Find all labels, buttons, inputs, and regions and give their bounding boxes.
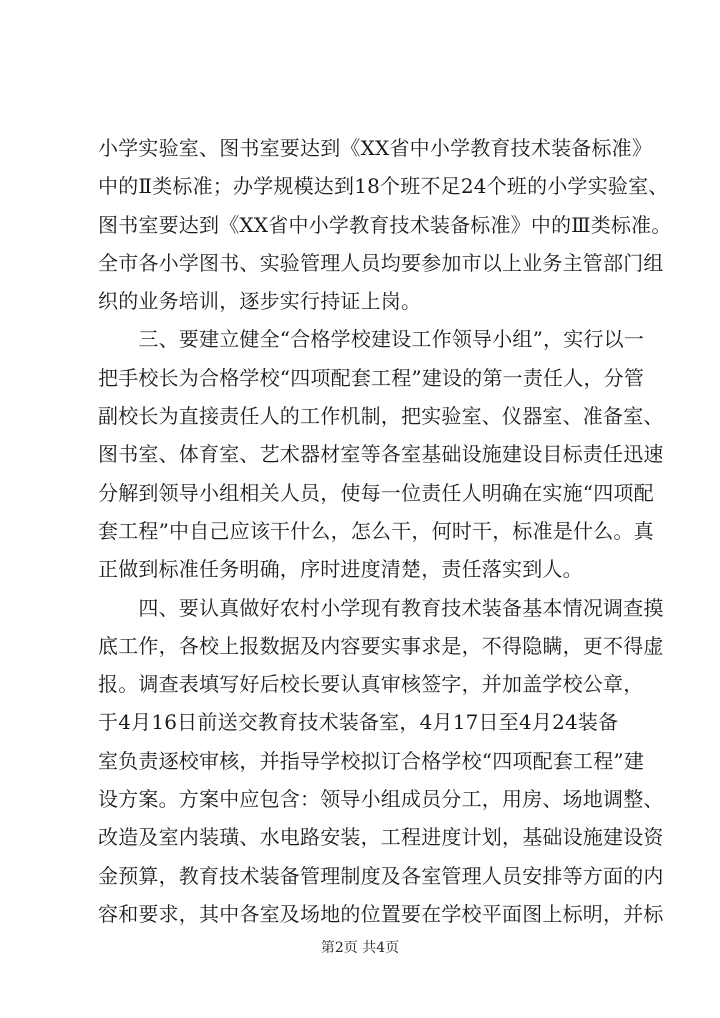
text-line: 中的Ⅱ类标准；办学规模达到18个班不足24个班的小学实验室、 bbox=[98, 174, 669, 199]
text-line: 把手校长为合格学校“四项配套工程”建设的第一责任人，分管 bbox=[98, 365, 645, 390]
document-body bbox=[98, 129, 672, 933]
text-line: 正做到标准任务明确，序时进度清楚，责任落实到人。 bbox=[98, 557, 583, 582]
text-line: 容和要求，其中各室及场地的位置要在学校平面图上标明，并标 bbox=[98, 901, 664, 926]
text-line: 套工程”中自己应该干什么，怎么干，何时干，标准是什么。真 bbox=[98, 518, 654, 543]
text-line: 织的业务培训，逐步实行持证上岗。 bbox=[98, 289, 422, 314]
text-line: 全市各小学图书、实验管理人员均要参加市以上业务主管部门组 bbox=[98, 250, 664, 275]
page-number-footer: 第2页 共4页 bbox=[320, 940, 400, 956]
text-line: 图书室要达到《XX省中小学教育技术装备标准》中的Ⅲ类标准。 bbox=[98, 212, 672, 237]
text-line: 三、要建立健全“合格学校建设工作领导小组”，实行以一 bbox=[98, 327, 645, 352]
text-line: 小学实验室、图书室要达到《XX省中小学教育技术装备标准》 bbox=[98, 136, 653, 160]
text-line: 图书室、体育室、艺术器材室等各室基础设施建设目标责任迅速 bbox=[98, 442, 664, 467]
text-line: 室负责逐校审核，并指导学校拟订合格学校“四项配套工程”建 bbox=[98, 748, 645, 773]
text-line: 改造及室内装璜、水电路安装，工程进度计划，基础设施建设资 bbox=[98, 825, 664, 850]
text-line: 四、要认真做好农村小学现有教育技术装备基本情况调查摸 bbox=[98, 595, 664, 620]
text-line: 底工作，各校上报数据及内容要实事求是，不得隐瞒，更不得虚 bbox=[98, 633, 664, 658]
text-line: 报。调查表填写好后校长要认真审核签字，并加盖学校公章， bbox=[98, 672, 644, 697]
text-line: 分解到领导小组相关人员，使每一位责任人明确在实施“四项配 bbox=[98, 480, 654, 505]
text-line: 于4月16日前送交教育技术装备室，4月17日至4月24装备 bbox=[98, 710, 619, 735]
text-line: 副校长为直接责任人的工作机制，把实验室、仪器室、准备室、 bbox=[98, 404, 664, 429]
text-line: 设方案。方案中应包含：领导小组成员分工，用房、场地调整、 bbox=[98, 787, 664, 812]
text-line: 金预算，教育技术装备管理制度及各室管理人员安排等方面的内 bbox=[98, 863, 664, 888]
